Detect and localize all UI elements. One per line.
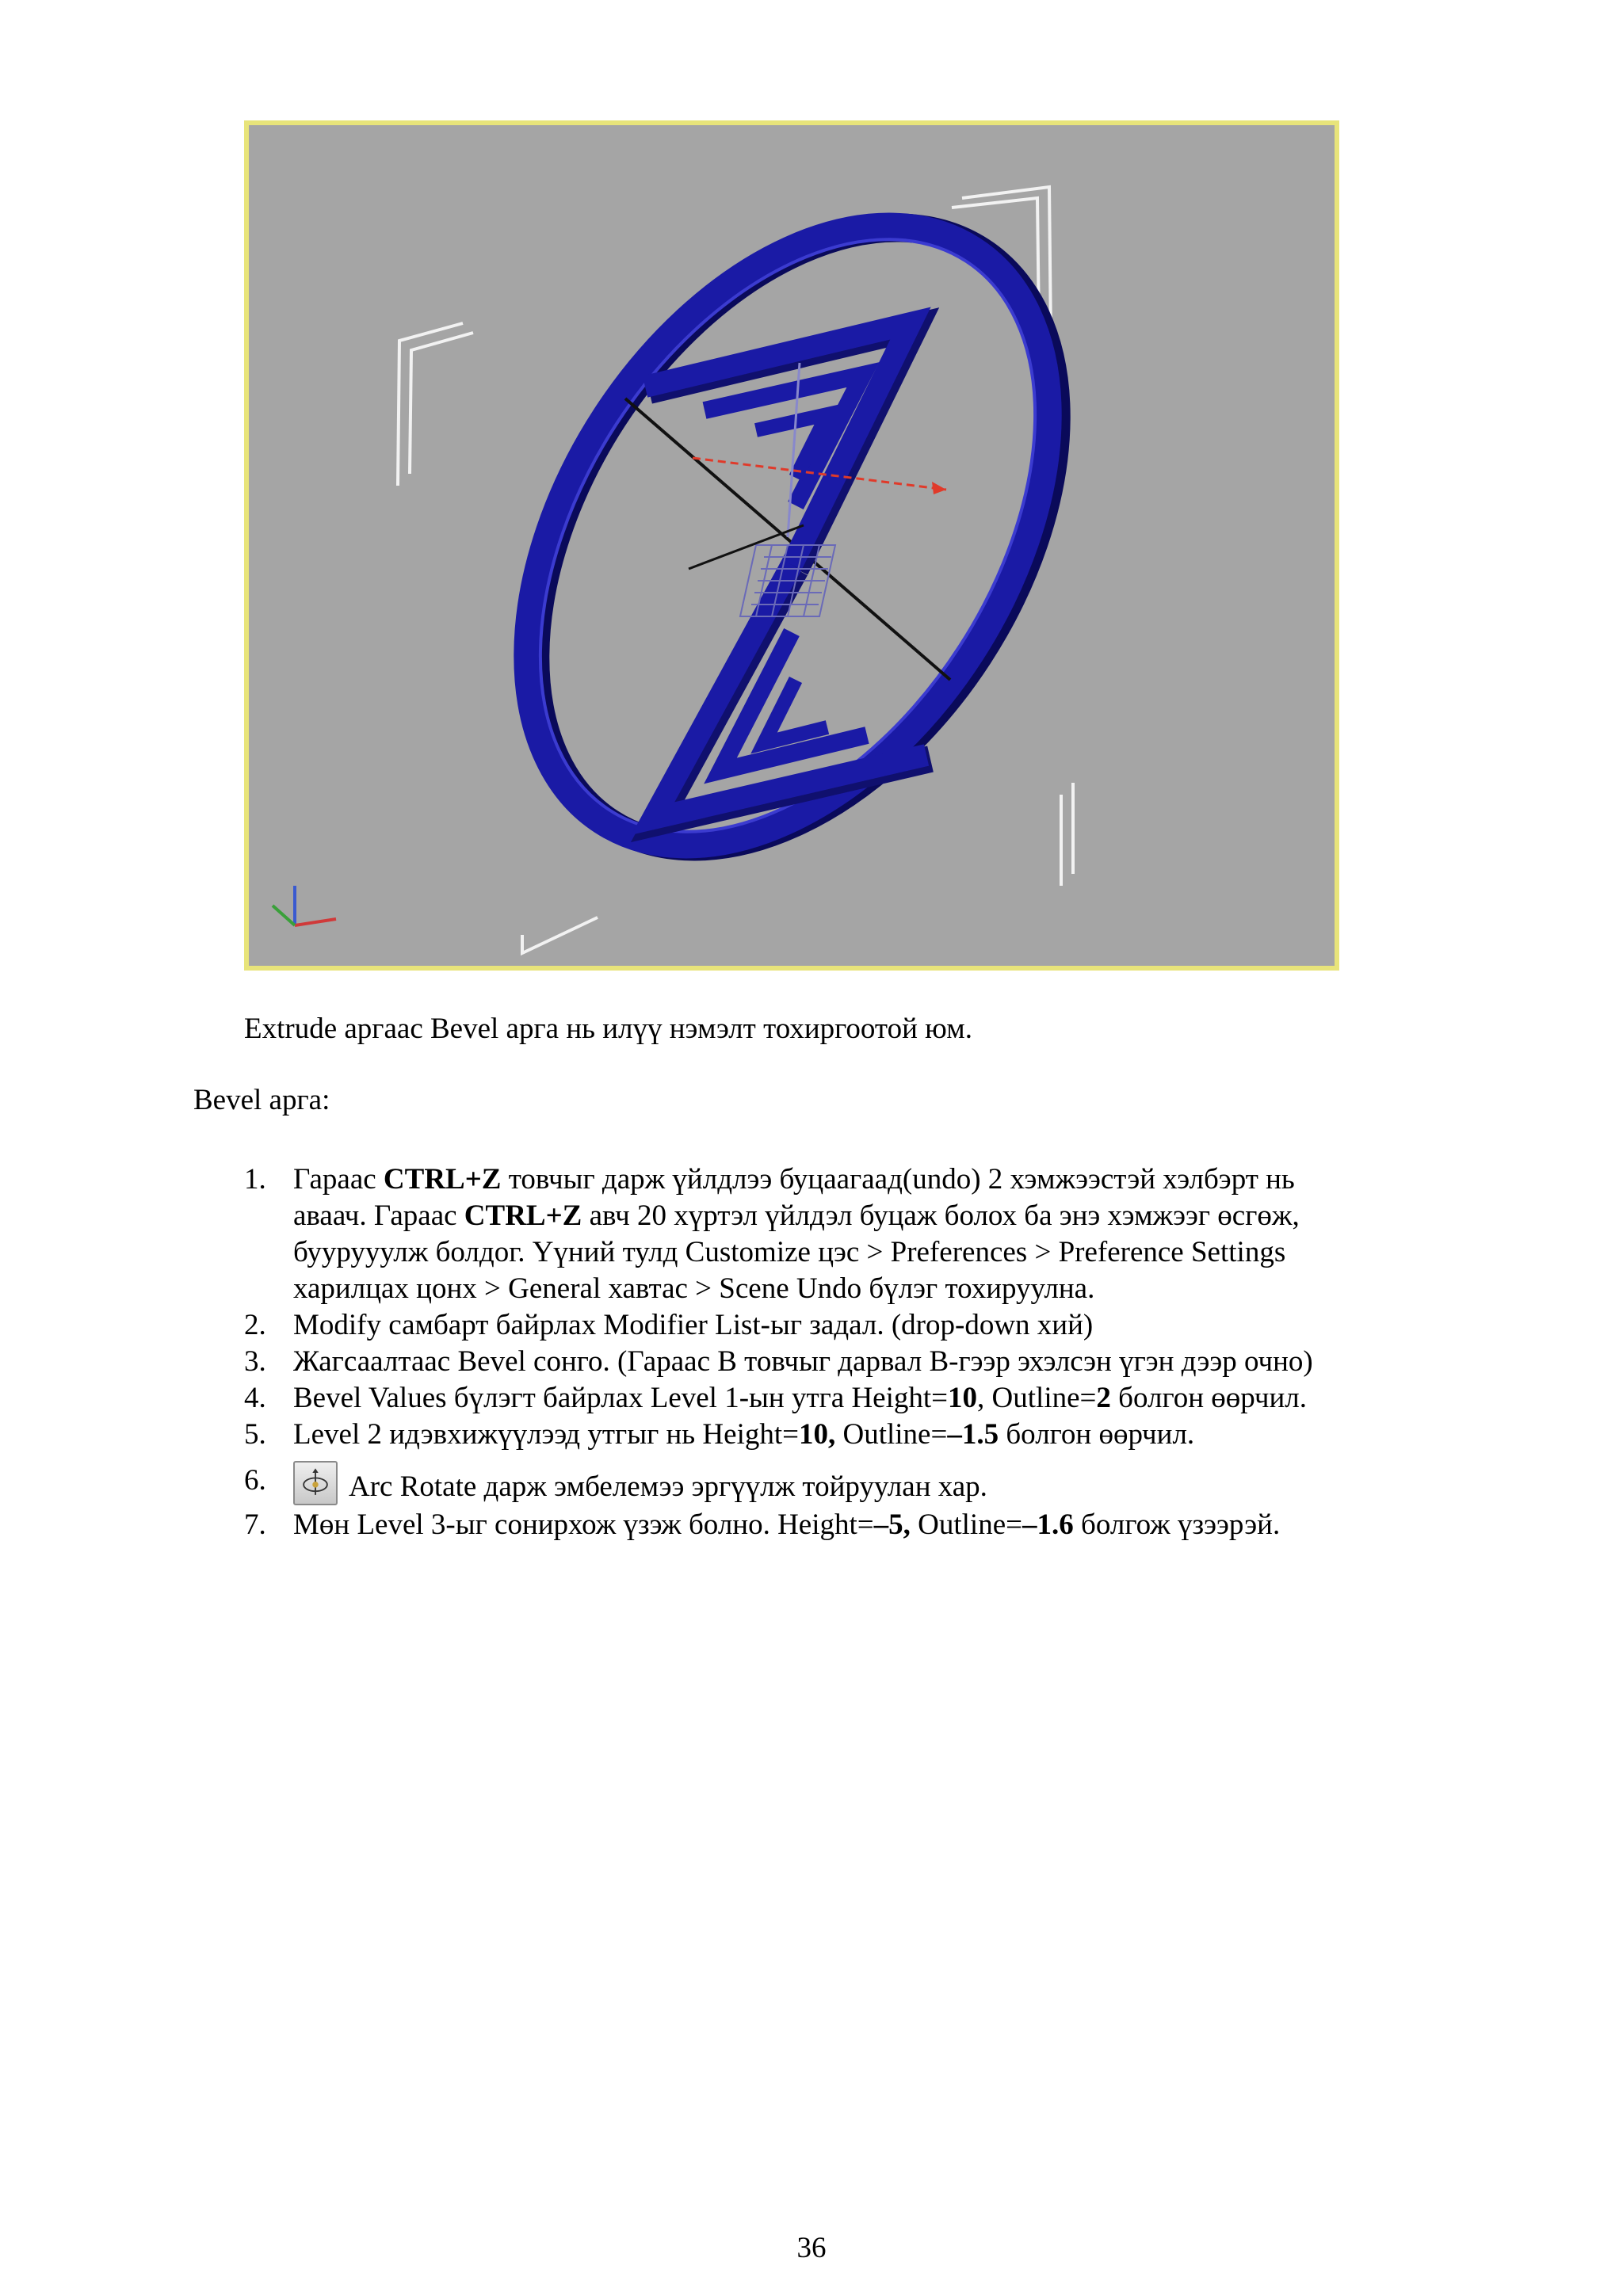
step-number: 2.	[244, 1309, 266, 1341]
step-6	[244, 1461, 1313, 1507]
step-1	[244, 1161, 1313, 1307]
step-line: харилцах цонх > General хавтас > Scene Undo бүлэг тохируулна.	[293, 1272, 1095, 1305]
intro-paragraph: Extrude аргаас Bevel арга нь илүү нэмэлт тохиргоотой юм.	[244, 1013, 972, 1045]
step-line: аваач. Гараас CTRL+Z авч 20 хүртэл үйлдэл буцаж болох ба энэ хэмжээг өсгөж,	[293, 1199, 1300, 1232]
steps-list	[244, 1161, 1313, 1543]
bold-value: CTRL+Z	[383, 1163, 502, 1196]
step-line: Arc Rotate дарж эмбелемээ эргүүлж тойруулан хар.	[293, 1461, 1313, 1507]
step-number: 6.	[244, 1464, 266, 1497]
bold-value: 10,	[799, 1418, 836, 1451]
step-3	[244, 1344, 1313, 1380]
step-line: Level 2 идэвхижүүлээд утгыг нь Height=10, Outline=–1.5 болгон өөрчил.	[293, 1418, 1195, 1451]
step-4	[244, 1380, 1313, 1417]
page-number: 36	[796, 2232, 827, 2264]
bold-value: 2	[1096, 1382, 1111, 1414]
axis-tripod-icon	[273, 886, 336, 925]
bold-value: 10	[948, 1382, 978, 1414]
step-line: буурууулж болдог. Үүний тулд Customize цэс > Preferences > Preference Settings	[293, 1236, 1286, 1268]
bold-value: –1.6	[1022, 1508, 1074, 1541]
bold-value: CTRL+Z	[464, 1199, 582, 1232]
step-number: 4.	[244, 1382, 266, 1414]
step-line: Modify самбарт байрлах Modifier List-ыг задал. (drop-down хий)	[293, 1309, 1094, 1341]
step-line: Мөн Level 3-ыг сонирхож үзэж болно. Height=–5, Outline=–1.6 болгож үзээрэй.	[293, 1508, 1281, 1541]
step-number: 1.	[244, 1163, 266, 1196]
section-heading: Bevel арга:	[193, 1084, 330, 1116]
bevel-hourglass-render	[249, 125, 1335, 966]
step-number: 3.	[244, 1345, 266, 1378]
step-line: Гараас CTRL+Z товчыг дарж үйлдлээ буцаагаад(undo) 2 хэмжээстэй хэлбэрт нь	[293, 1163, 1295, 1196]
step-5	[244, 1417, 1313, 1453]
arc-rotate-icon	[293, 1461, 338, 1505]
step-number: 7.	[244, 1508, 266, 1541]
bold-value: –5,	[873, 1508, 911, 1541]
step-line: Жагсаалтаас Bevel сонго. (Гараас B товчыг дарвал B-гээр эхэлсэн үгэн дээр очно)	[293, 1345, 1313, 1378]
lower-triangle	[653, 565, 930, 822]
viewport-screenshot	[244, 120, 1339, 971]
step-line: Bevel Values бүлэгт байрлах Level 1-ын утга Height=10, Outline=2 болгон өөрчил.	[293, 1382, 1307, 1414]
bold-value: –1.5	[947, 1418, 999, 1451]
step-7	[244, 1507, 1313, 1543]
step-number: 5.	[244, 1418, 266, 1451]
step-2	[244, 1307, 1313, 1344]
